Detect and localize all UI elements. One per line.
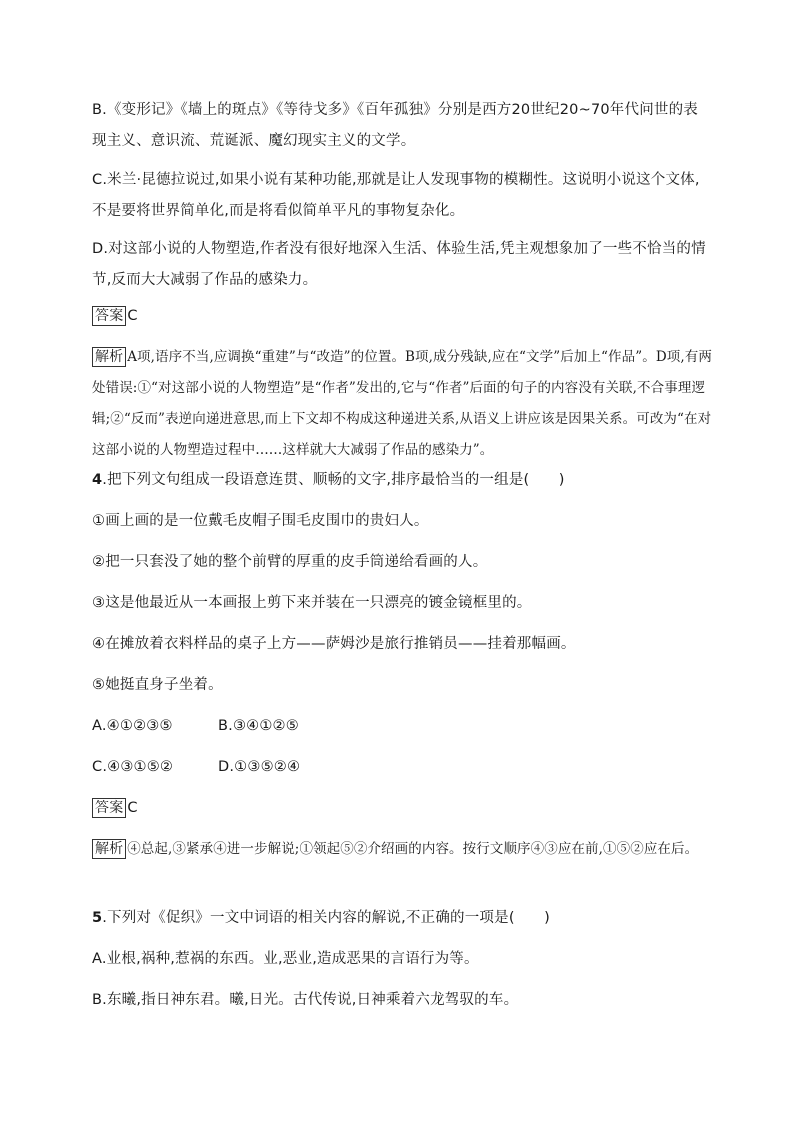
sentence-2: ②把一只套没了她的整个前臂的厚重的皮手筒递给看画的人。 [92,554,488,570]
question-4-option-b: B.③④①②⑤ [218,718,299,734]
explanation-label-4: 解析 [92,839,126,859]
option-c-text: C.米兰·昆德拉说过,如果小说有某种功能,那就是让人发现事物的模糊性。这说明小说这个文体,不是要将世界简单化,而是将看似简单平凡的事物复杂化。 [92,172,700,219]
question-5-option-b: B.东曦,指日神东君。曦,日光。古代传说,日神乘着六龙驾驭的车。 [92,992,519,1008]
question-5-number: 5 [92,910,103,926]
answer-value: C [127,308,138,324]
answer-value-4: C [127,800,138,816]
explanation-block [92,342,712,466]
question-4-number: 4 [92,472,103,488]
explanation-label: 解析 [92,347,126,367]
explanation-text-4: ④总起,③紧承④进一步解说;①领起⑤②介绍画的内容。按行文顺序④③应在前,①⑤②应在后。 [127,841,699,857]
question-4-stem [92,465,712,496]
question-5-stem [92,903,712,934]
question-4-option-d: D.①③⑤②④ [218,759,301,775]
explanation-block-4 [92,834,712,865]
explanation-text: A项,语序不当,应调换“重建”与“改造”的位置。B项,成分残缺,应在“文学”后加上“作品”。D项,有两处错误:①“对这部小说的人物塑造”是“作者”发出的,它与“作者”后面的句子的内容没有关联,不合事理逻辑;②“反而”表逆向递进意思,而上下文却不构成这种递进关系,从语义上讲应该是因果关系。可改为“在对这部小说的人物塑造过程中……这样就大大减弱了作品的感染力”。 [92,349,712,458]
answer-label-4: 答案 [92,798,126,818]
option-d-text: D.对这部小说的人物塑造,作者没有很好地深入生活、体验生活,凭主观想象加了一些不恰当的情节,反而大大减弱了作品的感染力。 [92,241,706,288]
answer-block [92,301,712,332]
sentence-1: ①画上画的是一位戴毛皮帽子围毛皮围巾的贵妇人。 [92,513,429,529]
question-4-option-c: C.④③①⑤② [92,759,174,775]
answer-label: 答案 [92,306,126,326]
question-4-stem-text: .把下列文句组成一段语意连贯、顺畅的文字,排序最恰当的一组是( ) [102,472,565,488]
option-b-text: B.《变形记》《墙上的斑点》《等待戈多》《百年孤独》分别是西方20世纪20~70年代问世的表现主义、意识流、荒诞派、魔幻现实主义的文学。 [92,102,699,149]
question-5-stem-text: .下列对《促织》一文中词语的相关内容的解说,不正确的一项是( ) [102,910,550,926]
question-5-option-a: A.业根,祸种,惹祸的东西。业,恶业,造成恶果的言语行为等。 [92,951,479,967]
question-4-option-a: A.④①②③⑤ [92,718,173,734]
answer-block-4 [92,793,712,824]
sentence-4: ④在摊放着衣料样品的桌子上方——萨姆沙是旅行推销员——挂着那幅画。 [92,636,576,652]
sentence-3: ③这是他最近从一本画报上剪下来并装在一只漂亮的镀金镜框里的。 [92,595,532,611]
sentence-5: ⑤她挺直身子坐着。 [92,677,223,693]
